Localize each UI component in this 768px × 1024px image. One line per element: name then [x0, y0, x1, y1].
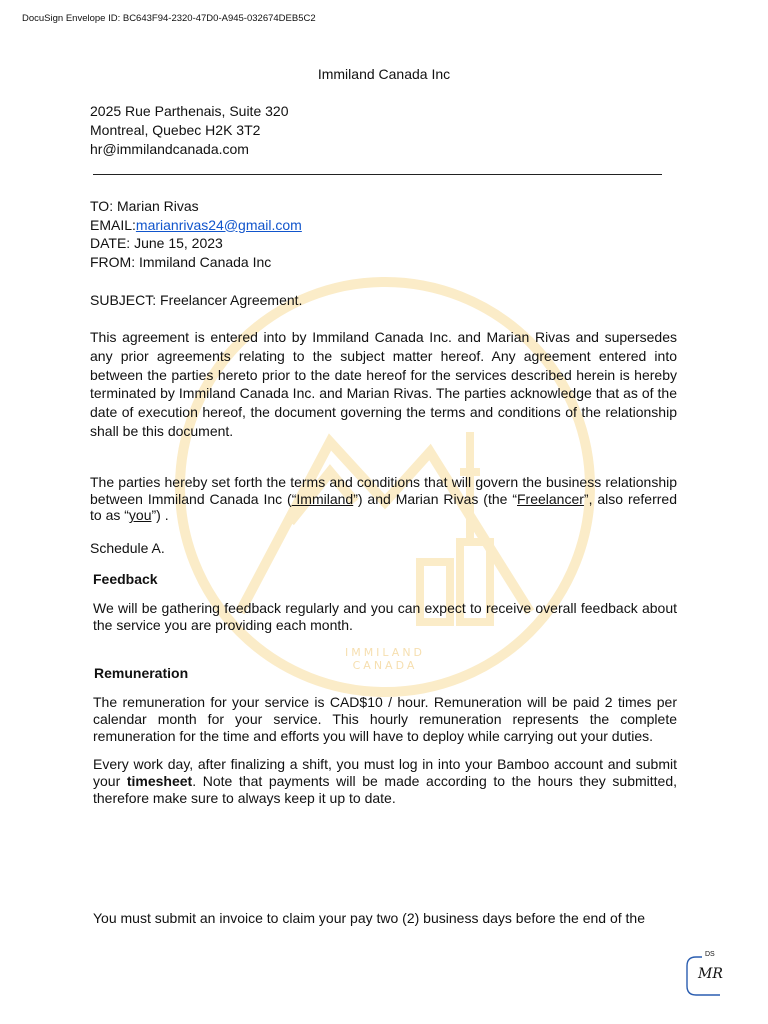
parties-paragraph [90, 474, 677, 524]
remuneration-heading: Remuneration [94, 665, 189, 681]
agreement-paragraph: This agreement is entered into by Immiland Canada Inc. and Marian Rivas and supersedes any prior agreements relating to the subject matter hereof. Any agreement entered into between the parties hereto prior to the date hereof for the services described herein is hereby terminated by Immiland Canada Inc. and Marian Rivas. The parties acknowledge that as of the date of execution hereof, the document governing the terms and conditions of the relationship shall be this document. [90, 329, 677, 439]
term-you: you [128, 507, 152, 523]
timesheet-text-1: Every work day, after finalizing a shift, you must log in into your Bamboo account and submit your [93, 756, 677, 789]
envelope-id: DocuSign Envelope ID: BC643F94-2320-47D0-A945-032674DEB5C2 [22, 13, 316, 24]
timesheet-text-2: . Note that payments will be made according to the hours they submitted, therefore make sure to always keep it up to date. [93, 773, 678, 806]
company-title: Immiland Canada Inc [317, 66, 451, 82]
docusign-label: DS [705, 951, 715, 958]
parties-text-3: ”, also referred to as “ [90, 490, 677, 523]
memo-to: TO: Marian Rivas [90, 198, 199, 214]
email-link[interactable]: marianrivas24@gmail.com [135, 216, 302, 233]
company-address [90, 102, 288, 159]
parties-text-2: ”) and Marian Rivas (the “ [353, 490, 517, 507]
memo-from: FROM: Immiland Canada Inc [90, 253, 272, 270]
watermark-text-2: CANADA [352, 659, 418, 672]
memo-email-label: EMAIL: [90, 216, 136, 233]
address-line-1: 2025 Rue Parthenais, Suite 320 [90, 103, 289, 119]
feedback-paragraph: We will be gathering feedback regularly and you can expect to receive overall feedback about the service you are providing each month. [93, 600, 677, 633]
invoice-paragraph: You must submit an invoice to claim your pay two (2) business days before the end of the [93, 910, 646, 926]
parties-text-1: The parties hereby set forth the terms and conditions that will govern the business relationship between Immiland Canada Inc ( [90, 474, 677, 507]
term-freelancer: Freelancer [517, 490, 584, 507]
memo-email [90, 216, 302, 235]
timesheet-bold: timesheet [126, 773, 193, 789]
parties-text-4: ”) . [151, 507, 169, 523]
memo-subject: SUBJECT: Freelancer Agreement. [90, 292, 303, 308]
watermark-text-1: IMMILAND [344, 646, 426, 659]
address-line-2: Montreal, Quebec H2K 3T2 [90, 122, 261, 138]
schedule-label: Schedule A. [90, 540, 165, 556]
feedback-heading: Feedback [93, 571, 158, 587]
timesheet-paragraph [93, 756, 677, 807]
signer-initials[interactable]: MR [698, 966, 723, 982]
term-immiland: “Immiland [291, 490, 354, 507]
remuneration-paragraph: The remuneration for your service is CAD$10 / hour. Remuneration will be paid 2 times per calendar month for your service. This hourly remuneration represents the complete remuneration for the time and efforts you will have to deploy while carrying out your duties. [93, 694, 677, 744]
memo-date: DATE: June 15, 2023 [90, 235, 223, 251]
company-email: hr@immilandcanada.com [90, 141, 249, 157]
memo-header [90, 197, 302, 271]
header-divider [93, 174, 662, 175]
